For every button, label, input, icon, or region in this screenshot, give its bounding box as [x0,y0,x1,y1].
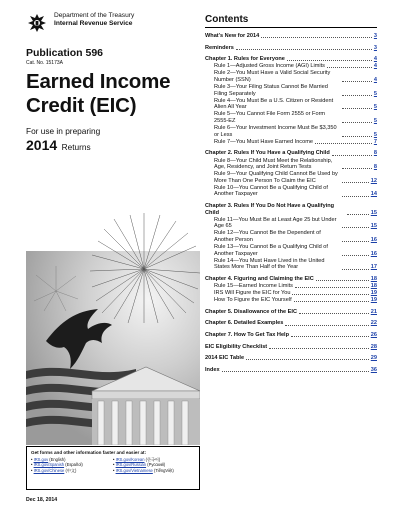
toc-page-link[interactable]: 15 [370,209,377,216]
table-of-contents [205,14,377,514]
toc-leader-dots [295,287,369,288]
toc-entry-label: Rule 14—You Must Have Lived in the United States More Than Half of the Year [214,257,325,271]
title-line-1: Earned Income [26,70,171,93]
toc-leader-dots [222,371,369,372]
toc-chapter-entry[interactable] [205,203,377,216]
toc-sub-entry[interactable] [205,63,377,70]
toc-entry-label: What's New for 2014 [205,33,260,39]
toc-entry-label: Chapter 7. How To Get Tax Help [205,332,290,339]
toc-entry-label: Chapter 1. Rules for Everyone [205,56,285,63]
toc-page-link[interactable]: 4 [373,63,377,70]
toc-entry-label: Rule 1—Adjusted Gross Income (AGI) Limits [214,63,325,70]
toc-entry-label: Index [205,366,220,373]
toc-sub-entry[interactable] [205,244,377,257]
toc-entry-label: Rule 6—Your Investment Income Must Be $3,350 or Less [214,125,337,138]
toc-chapter-entry[interactable] [205,320,377,327]
toc-page-link[interactable]: 19 [370,290,377,297]
toc-chapter-entry[interactable] [205,33,377,40]
toc-page-link[interactable]: 28 [370,343,377,350]
toc-sub-entry[interactable] [205,111,377,124]
toc-entry-label: 2014 EIC Table [205,355,245,362]
toc-leader-dots [342,182,369,183]
toc-page-link[interactable]: 7 [373,138,377,145]
toc-leader-dots [246,359,369,360]
toc-leader-dots [236,49,372,50]
toc-chapter-entry[interactable] [205,344,377,351]
toc-leader-dots [342,108,372,109]
link-language: (Español) [65,462,83,468]
toc-entry-label: Chapter 5. Disallowance of the EIC [205,308,298,315]
toc-sub-entry[interactable] [205,125,377,138]
toc-page-link[interactable]: 3 [373,44,377,51]
department-name: Department of the Treasury [54,12,135,19]
toc-entry-label: Rule 12—You Cannot Be the Dependent of Another Person [214,230,321,244]
toc-entry-label: Rule 15—Earned Income Limits [214,283,293,290]
toc-sub-entry[interactable] [205,297,377,304]
irs-link[interactable]: IRS.gov/Spanish [33,462,65,468]
link-item: • IRS.gov/Korean (한국어) [113,457,161,462]
toc-sub-entry[interactable] [205,185,377,198]
toc-sub-entry[interactable] [205,171,377,184]
toc-leader-dots [327,67,372,68]
toc-page-link[interactable]: 19 [370,297,377,304]
toc-chapter-entry[interactable] [205,56,377,63]
title-line-2: Credit (EIC) [26,94,137,117]
toc-entry-label: Rule 9—Your Qualifying Child Cannot Be Used by More Than One Person To Claim the EIC [214,171,338,184]
publication-title [26,70,200,118]
toc-leader-dots [342,95,372,96]
irs-link[interactable]: IRS.gov/Russian [115,462,147,468]
toc-page-link[interactable]: 4 [373,76,377,83]
irs-header [26,12,200,34]
toc-page-link[interactable]: 18 [370,276,377,282]
toc-leader-dots [342,241,369,242]
get-forms-heading: Get forms and other information faster and easier at: [31,450,147,455]
toc-entry-label: Chapter 4. Figuring and Claiming the EIC [205,276,314,282]
toc-page-link[interactable]: 8 [373,164,377,171]
toc-entry-label: Rule 11—You Must Be at Least Age 25 but Under Age 65 [214,216,337,230]
toc-entry-label: Chapter 6. Detailed Examples [205,320,284,327]
toc-page-link[interactable]: 16 [370,250,377,257]
toc-list [205,33,377,373]
irs-link[interactable]: IRS.gov [33,457,49,462]
get-forms-box [26,446,200,490]
toc-page-link[interactable]: 26 [370,332,377,339]
tax-year-line [26,137,200,155]
toc-sub-entry[interactable] [205,98,377,111]
toc-sub-entry[interactable] [205,217,377,230]
cover-artwork-fireworks-eagle-capitol [26,211,200,445]
for-use-text: For use in preparing [26,126,101,136]
toc-page-link[interactable]: 8 [373,150,377,157]
agency-name: Internal Revenue Service [54,20,133,27]
toc-entry-label: Rule 8—Your Child Must Meet the Relationship, Age, Residency, and Joint Return Tests [214,157,333,171]
toc-leader-dots [342,196,369,197]
publication-number: Publication 596 [26,47,104,59]
toc-sub-entry[interactable] [205,258,377,271]
toc-leader-dots [342,269,369,270]
toc-entry-label: Rule 7—You Must Have Earned Income [214,138,313,145]
toc-leader-dots [315,143,372,144]
toc-page-link[interactable]: 5 [373,131,377,138]
toc-page-link[interactable]: 18 [370,283,377,290]
publication-date: Dec 18, 2014 [26,497,58,503]
toc-chapter-entry[interactable] [205,309,377,316]
toc-page-link[interactable]: 5 [373,104,377,111]
toc-page-link[interactable]: 21 [370,308,377,315]
link-language: (中文) [65,467,77,473]
catalog-number: Cat. No. 15173A [26,60,63,66]
get-forms-links-left [31,457,113,473]
link-item: • IRS.gov (English) [31,457,66,462]
toc-entry-label: Rule 13—You Cannot Be a Qualifying Child of Another Taxpayer [214,244,328,257]
link-language: (Pусский) [147,462,166,468]
toc-entry-label: EIC Eligibility Checklist [205,343,268,350]
toc-page-link[interactable]: 17 [370,264,377,271]
toc-entry-label: How To Figure the EIC Yourself [214,297,292,304]
toc-page-link[interactable]: 29 [370,355,377,362]
toc-leader-dots [285,325,368,326]
toc-leader-dots [342,122,372,123]
toc-leader-dots [287,60,372,61]
contents-title: Contents [205,14,377,28]
toc-leader-dots [269,348,369,349]
toc-entry-label: Reminders [205,44,234,51]
toc-leader-dots [342,255,369,256]
toc-page-link[interactable]: 5 [373,90,377,97]
link-language: (TiếngViệt) [153,467,174,473]
irs-link[interactable]: IRS.gov/Vietnamese [115,467,153,473]
toc-page-link[interactable]: 16 [370,237,377,244]
link-item: • IRS.gov/Vietnamese (TiếngViệt) [113,467,174,473]
toc-page-link[interactable]: 36 [370,366,377,373]
cover-left-column [26,12,200,510]
toc-sub-entry[interactable] [205,158,377,171]
toc-page-link[interactable]: 4 [373,56,377,63]
irs-eagle-logo-icon [26,12,48,34]
toc-leader-dots [292,294,368,295]
toc-leader-dots [291,336,369,337]
irs-link[interactable]: IRS.gov/Korean [115,457,145,462]
toc-sub-entry[interactable] [205,290,377,297]
toc-leader-dots [342,168,372,169]
link-item: • IRS.gov/Russian (Pусский) [113,462,166,468]
irs-link[interactable]: IRS.gov/Chinese [33,467,65,473]
toc-chapter-entry[interactable] [205,150,377,157]
toc-page-link[interactable]: 5 [373,118,377,125]
toc-entry-label: Rule 2—You Must Have a Valid Social Security Number (SSN) [214,70,331,83]
toc-page-link[interactable]: 12 [370,177,377,184]
toc-page-link[interactable]: 22 [370,320,377,327]
toc-leader-dots [261,37,372,38]
toc-page-link[interactable]: 3 [373,33,377,39]
get-forms-links [31,457,195,473]
toc-chapter-entry[interactable] [205,45,377,52]
toc-leader-dots [342,227,369,228]
toc-entry-label: Chapter 2. Rules If You Have a Qualifying Child [205,150,330,157]
toc-leader-dots [332,155,372,156]
tax-year: 2014 [26,137,58,153]
toc-entry-label: Rule 3—Your Filing Status Cannot Be Married Filing Separately [214,84,328,97]
returns-label: Returns [61,142,91,152]
toc-entry-label: Rule 10—You Cannot Be a Qualifying Child of Another Taxpayer [214,184,328,198]
toc-leader-dots [294,301,369,302]
link-item: • IRS.gov/Chinese (中文) [31,467,77,473]
toc-entry-label: Chapter 3. Rules If You Do Not Have a Qualifying Child [205,203,335,216]
toc-leader-dots [299,313,369,314]
toc-chapter-entry[interactable] [205,367,377,374]
get-forms-links-right [113,457,195,473]
toc-chapter-entry[interactable] [205,332,377,339]
toc-entry-label: IRS Will Figure the EIC for You [214,290,291,297]
link-language: (English) [49,457,66,462]
toc-sub-entry[interactable] [205,283,377,290]
toc-chapter-entry[interactable] [205,276,377,283]
toc-sub-entry[interactable] [205,70,377,83]
toc-leader-dots [347,214,369,215]
link-item: • IRS.gov/Spanish (Español) [31,462,83,468]
toc-chapter-entry[interactable] [205,355,377,362]
toc-entry-label: Rule 4—You Must Be a U.S. Citizen or Resident Alien All Year [214,97,334,111]
link-language: (한국어) [145,457,161,462]
toc-sub-entry[interactable] [205,230,377,243]
toc-page-link[interactable]: 15 [370,223,377,230]
toc-page-link[interactable]: 14 [370,191,377,198]
toc-sub-entry[interactable] [205,84,377,97]
toc-leader-dots [342,136,372,137]
toc-leader-dots [342,81,372,82]
toc-leader-dots [316,280,369,281]
toc-entry-label: Rule 5—You Cannot File Form 2555 or Form 2555-EZ [214,111,326,125]
toc-sub-entry[interactable] [205,139,377,146]
